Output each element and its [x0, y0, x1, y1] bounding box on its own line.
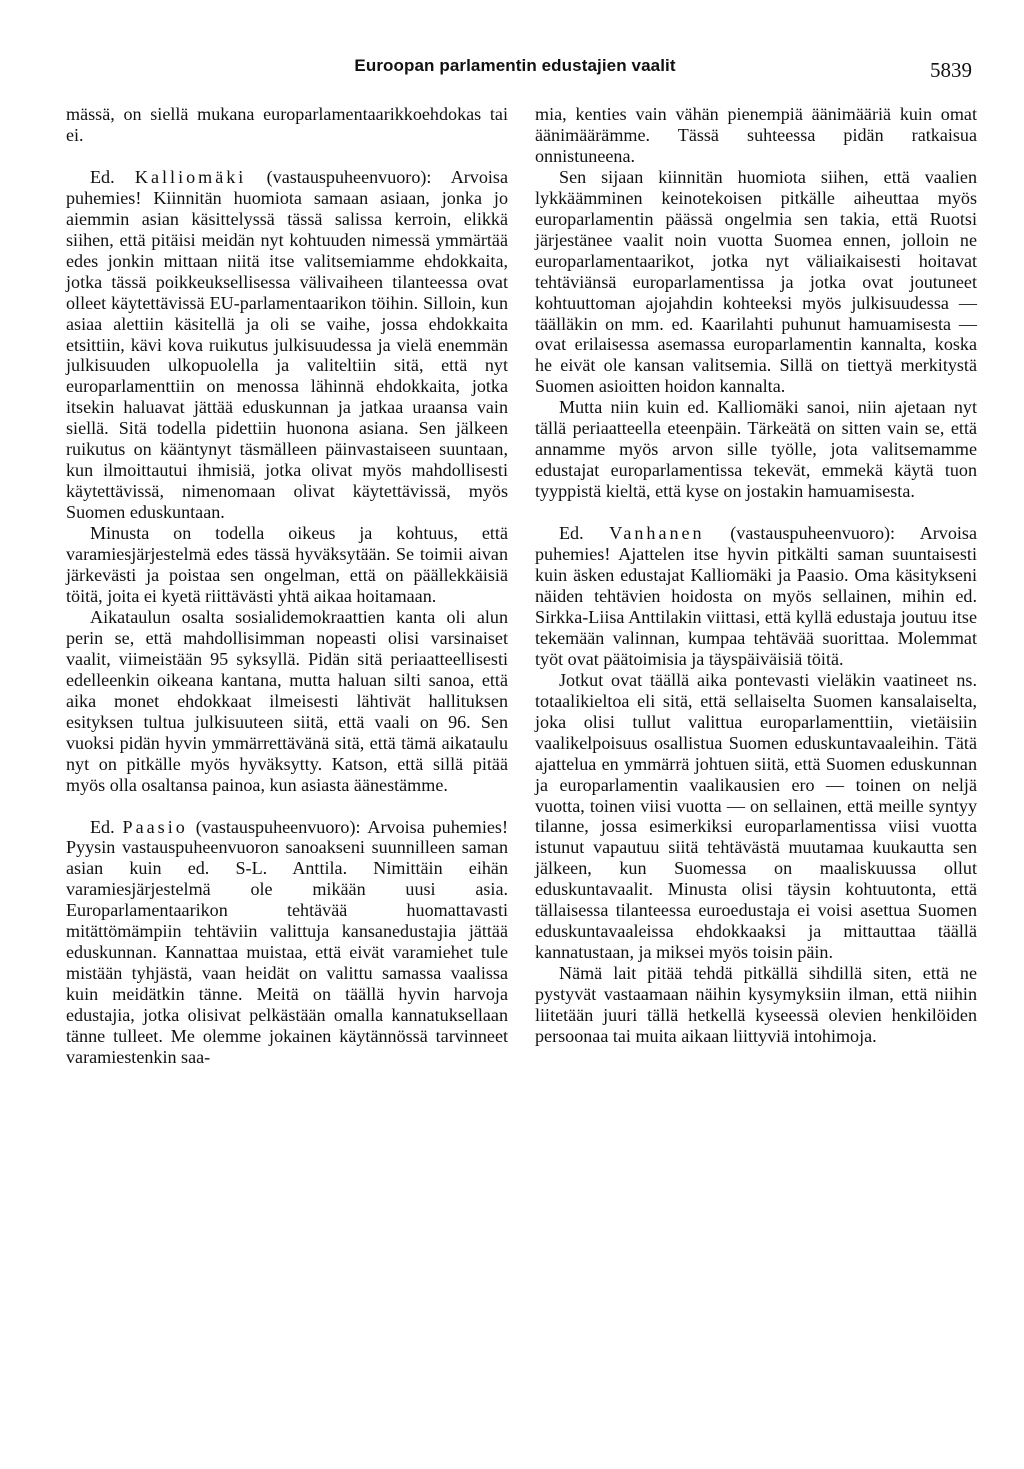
speaker-name: Vanhanen: [609, 523, 705, 544]
speech-text: (vastauspuheenvuoro): Arvoisa puhemies! Ajattelen itse hyvin pitkälti saman suuntaisesti kuin äsken edustajat Kalliomäki ja Paasio. Oma käsitykseni näiden tehtävien hoidosta on myös sellainen, mihin ed. Sirkka-Liisa Anttilakin viittasi, että kyllä edustaja joutuu itse tekemään valinnan, kumpaa tehtävää suorittaa. Molemmat työt ovat päätoimisia ja täyspäiväisiä töitä.: [535, 523, 977, 669]
speaker-name: Kalliomäki: [134, 166, 247, 187]
left-column: [66, 104, 508, 1068]
speech-paragraph: [66, 817, 508, 1068]
page-number: 5839: [930, 58, 972, 82]
paragraph: Mutta niin kuin ed. Kalliomäki sanoi, niin ajetaan nyt tällä periaatteella eteenpäin. Tärkeätä on sitten vain se, että annamme myös arvon sille työlle, jota valitsemamme edustajat europarlamentissa tekevät, emmekä käytä tuon tyyppistä kieltä, että kyse on jostakin hamuamisesta.: [535, 397, 977, 502]
running-title: Euroopan parlamentin edustajien vaalit: [354, 56, 676, 75]
speaker-prefix: Ed.: [90, 166, 115, 187]
speech-paragraph: [535, 523, 977, 670]
paragraph: mässä, on siellä mukana europarlamentaarikkoehdokas tai ei.: [66, 104, 508, 145]
speech-text: (vastauspuheenvuoro): Arvoisa puhemies! Pyysin vastauspuheenvuoron sanoakseni suunnilleen saman asian kuin ed. S-L. Anttila. Nimittäin eihän varamiesjärjestelmä ole mikään uusi asia. Europarlamentaarikon tehtävää huomattavasti mitättömämpiin tehtäviin valittuja kansanedustajia jättää eduskunnan. Kannattaa muistaa, että eivät varamiehet tule mistään tyhjästä, vaan heidät on valittu samassa vaalissa kuin meidätkin tänne. Meitä on täällä hyvin harvoja edustajia, jotka olisivat pelkästään omalla kannatuksellaan tänne tulleet. Me olemme jokainen käytännössä tarvinneet varamiestenkin saa-: [66, 816, 509, 1067]
speaker-prefix: Ed.: [90, 816, 115, 837]
paragraph: Jotkut ovat täällä aika pontevasti vieläkin vaatineet ns. totaalikieltoa eli sitä, että sellaiselta Suomen kansalaiselta, joka olisi tullut valittua europarlamenttiin, vietäisiin vaalikelpoisuus osallistua Suomen eduskuntavaaleihin. Tätä ajattelua en ymmärrä johtuen siitä, että Suomen eduskunnan ja europarlamentin vaalikausien ero — toinen on neljä vuotta, toinen viisi vuotta — on sellainen, että meille syntyy tilanne, jossa esimerkiksi europarlamentissa viisi vuotta istunut vapautuu siitä tehtävästä muutamaa kuukautta sen jälkeen, kun Suomessa on maaliskuussa ollut eduskuntavaalit. Minusta olisi täysin kohtuutonta, että tällaisessa tilanteessa euroedustaja ei voisi asettua Suomen eduskuntavaaleissa ehdokkaaksi ja mittauttaa täällä kannatustaan, ja miksei myös toisin päin.: [535, 669, 977, 963]
speech-paragraph: [66, 167, 508, 523]
paragraph: Nämä lait pitää tehdä pitkällä sihdillä siten, että ne pystyvät vastaamaan näihin kysymyksiin ilman, että niihin liitetään juuri tällä hetkellä kyseessä olevien henkilöiden persoonaa tai muita aikaan liittyviä intohimoja.: [535, 963, 977, 1046]
paragraph: Sen sijaan kiinnitän huomiota siihen, että vaalien lykkäämminen keinotekoisen pitkälle aiheuttaa myös europarlamentin päässä ongelmia sen takia, että Ruotsi järjestänee vaalit noin vuotta Suomea ennen, jolloin ne europarlamentaarikot, jotka nyt väliaikaisesti hoitavat tehtäviänsä europarlamentissa ja jotka ovat joutuneet kohtuuttoman ajojahdin kohteeksi myös julkisuudessa — täälläkin on mm. ed. Kaarilahti puhunut hamuamisesta — ovat erilaisessa asemassa europarlamentin kannalta, koska he eivät ole kansan valitsemia. Sillä on tiettyä merkitystä Suomen asioitten hoidon kannalta.: [535, 166, 977, 397]
page-header: [0, 0, 1024, 90]
speaker-name: Paasio: [122, 816, 188, 837]
speech-text: (vastauspuheenvuoro): Arvoisa puhemies! Kiinnitän huomiota samaan asiaan, jonka jo aiemmin asian käsittelyssä tässä salissa kerroin, elikkä siihen, että pitäisi meidän nyt kohtuuden nimessä ymmärtää edes jonkin mittaan niitä itse valitsemiamme ehdokkaita, jotka tässä poikkeuksellisessa välivaiheen tilanteessa ovat olleet käytettävissä EU-parlamentaarikon töihin. Silloin, kun asiaa alettiin käsitellä ja oli se vaihe, jossa ehdokkaita etsittiin, kävi kova ruikutus julkisuudessa ja vielä enemmän julkisuuden ulkopuolella ja valiteltiin sitä, että nyt europarlamenttiin on menossa lähinnä ehdokkaita, jotka itsekin haluavat jättää eduskunnan ja jatkaa uraansa vain siellä. Sitä todella pidettiin huonona asiana. Sen jälkeen ruikutus on kääntynyt täsmälleen päinvastaiseen suuntaan, kun ilmoittautui ihmisiä, jotka olivat myös mahdollisesti käytettävissä, nimenomaan olivat käytettävissä, myös Suomen eduskuntaan.: [66, 166, 509, 523]
speaker-prefix: Ed.: [559, 523, 584, 544]
paragraph: Aikataulun osalta sosialidemokraattien kanta oli alun perin se, että mahdollisimman nopeasti olisi varsinaiset vaalit, viimeistään 95 syksyllä. Pidän sitä periaatteellisesti edelleenkin oikeana kantana, mutta haluan silti sanoa, että aika monet ehdokkaat ilmeisesti lähtivät hallituksen esityksen tultua julkisuuteen siitä, että vaali on 96. Sen vuoksi pidän hyvin ymmärrettävänä sitä, että tämä aikataulu nyt on pitkälle myös hyväksytty. Katson, että sillä pitää myös olla osaltansa painoa, kun asiasta äänestämme.: [66, 606, 508, 795]
paragraph: mia, kenties vain vähän pienempiä äänimääriä kuin omat äänimäärämme. Tässä suhteessa pidän ratkaisua onnistuneena.: [535, 104, 977, 166]
paragraph: Minusta on todella oikeus ja kohtuus, että varamiesjärjestelmä edes tässä hyväksytään. Se toimii aivan järkevästi ja poistaa sen ongelman, että on päällekkäisiä töitä, joita ei kyetä riittävästi yhtä aikaa hoitamaan.: [66, 523, 508, 606]
right-column: [535, 104, 977, 1047]
